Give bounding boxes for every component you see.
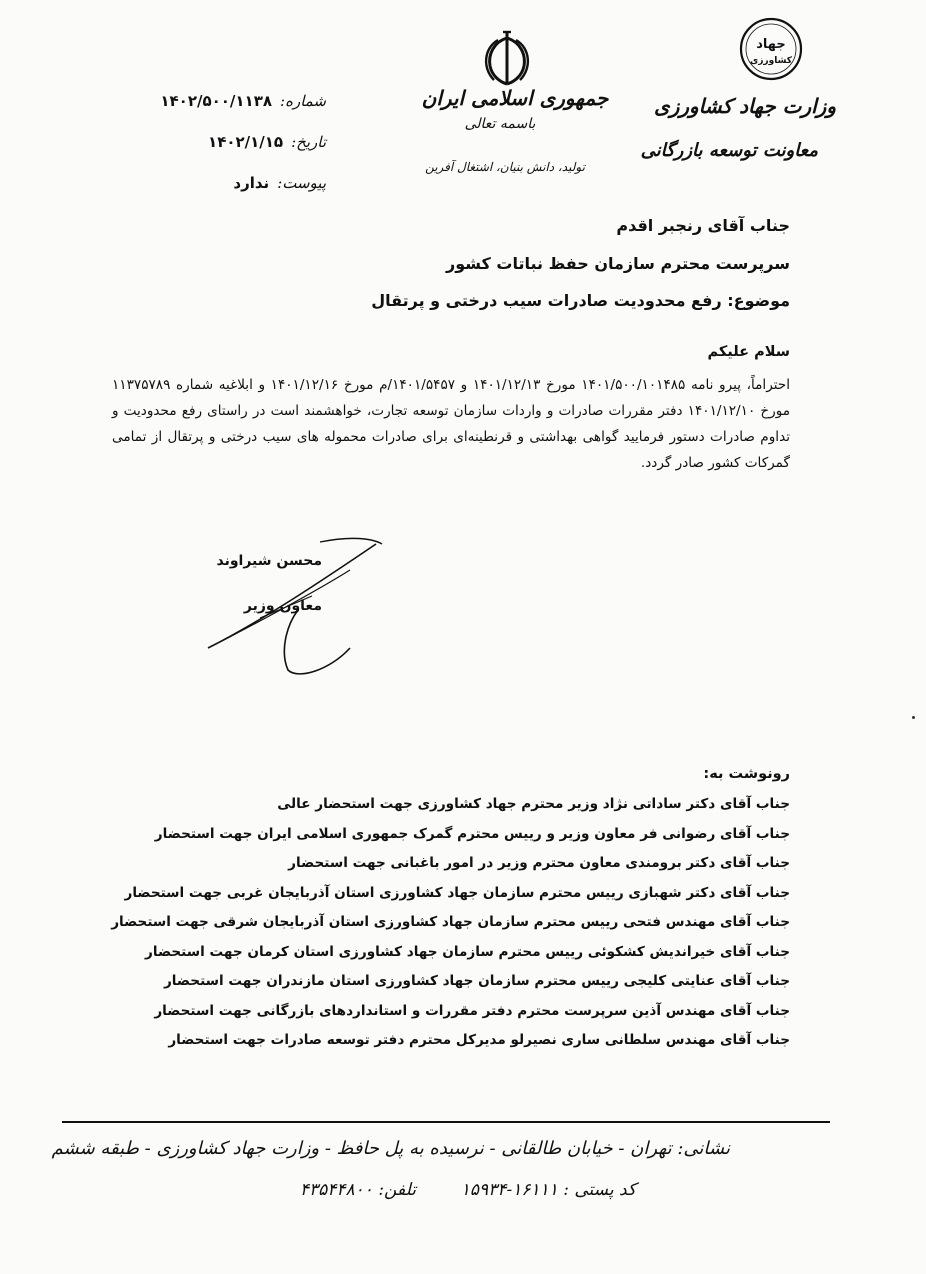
seal-top-text: جهاد [756,37,786,52]
cc-item: جناب آقای مهندس آذین سرپرست محترم دفتر مقررات و استانداردهای بازرگانی جهت استحضار [154,1002,790,1019]
recipient-name: جناب آقای رنجبر اقدم [616,216,790,235]
phone-label: تلفن: [378,1180,416,1200]
republic-title: جمهوری اسلامی ایران [421,86,609,110]
cc-item: جناب آقای مهندس سلطانی ساری نصیرلو مدیرکل محترم دفتر توسعه صادرات جهت استحضار [168,1032,790,1048]
cc-list [111,790,790,1056]
number-label: شماره: [280,92,326,110]
scan-speck [912,716,915,719]
iran-emblem-icon [476,28,538,90]
attachment-value: ندارد [233,174,270,192]
footer-divider [62,1121,830,1123]
attachment-label: پیوست: [277,174,326,192]
cc-item: جناب آقای دکتر ساداتی نژاد وزیر محترم جهاد کشاورزی جهت استحضار عالی [277,796,790,812]
letter-attachment [233,174,326,192]
footer-contact [300,1180,636,1200]
jahad-keshavarzi-seal-logo [738,16,804,82]
cc-item: جناب آقای عنایتی کلیجی رییس محترم سازمان جهاد کشاورزی استان مازندران جهت استحضار [163,973,790,989]
deputy-name: معاونت توسعه بازرگانی [640,140,818,161]
postal-label: کد پستی : [563,1180,636,1200]
year-slogan: تولید، دانش بنیان، اشتغال آفرین [425,160,585,174]
seal-bottom-text: کشاورزی [750,56,792,66]
number-value: ۱۴۰۲/۵۰۰/۱۱۳۸ [160,92,273,110]
ministry-name: وزارت جهاد کشاورزی [654,94,836,118]
recipient-position: سرپرست محترم سازمان حفظ نباتات کشور [446,254,790,273]
footer-address: نشانی: تهران - خیابان طالقانی - نرسیده به پل حافظ - وزارت جهاد کشاورزی - طبقه ششم [51,1138,730,1159]
cc-item: جناب آقای مهندس فتحی رییس محترم سازمان جهاد کشاورزی استان آذربایجان شرقی جهت استحضار [111,914,790,930]
cc-item: جناب آقای رضوانی فر معاون وزیر و رییس محترم گمرک جمهوری اسلامی ایران جهت استحضار [154,825,790,842]
date-label: تاریخ: [291,133,326,151]
letter-subject: موضوع: رفع محدودیت صادرات سیب درختی و پرتقال [371,291,790,310]
greeting: سلام علیکم [707,344,790,360]
date-value: ۱۴۰۲/۱/۱۵ [208,133,284,151]
cc-item: جناب آقای دکتر شهبازی رییس محترم سازمان جهاد کشاورزی استان آذربایجان غربی جهت استحضار [124,884,790,901]
cc-item: جناب آقای دکتر برومندی معاون محترم وزیر در امور باغبانی جهت استحضار [288,855,790,871]
bismillah-text: باسمه تعالی [464,116,536,132]
phone-number: ۴۳۵۴۴۸۰۰ [299,1180,373,1200]
signer-title: معاون وزیر [243,598,322,614]
cc-title: رونوشت به: [703,766,790,782]
letter-date [208,133,326,151]
letter-body-paragraph: احتراماً، پیرو نامه ۱۴۰۱/۵۰۰/۱۰۱۴۸۵ مورخ ۱۴۰۱/۱۲/۱۳ و ۱۴۰۱/۵۴۵۷/م مورخ ۱۴۰۱/۱۲/۱۶ و ابلاغیه شماره ۱۱۳۷۵۷۸۹ مورخ ۱۴۰۱/۱۲/۱۰ دفتر مقررات صادرات و واردات سازمان توسعه تجارت، خواهشمند است در راستای رفع محدودیت و تداوم صادرات دستور فرمایید گواهی بهداشتی و قرنطینه‌ای برای صادرات محموله های سیب درختی و پرتقال از تمامی گمرکات کشور صادر گردد. [112,377,790,471]
cc-item: جناب آقای خیراندیش کشکوئی رییس محترم سازمان جهاد کشاورزی استان کرمان جهت استحضار [145,943,790,960]
postal-code: ۱۶۱۱۱-۱۵۹۳۴ [460,1180,558,1200]
signer-name: محسن شیراوند [216,553,322,569]
letter-number [160,92,326,110]
